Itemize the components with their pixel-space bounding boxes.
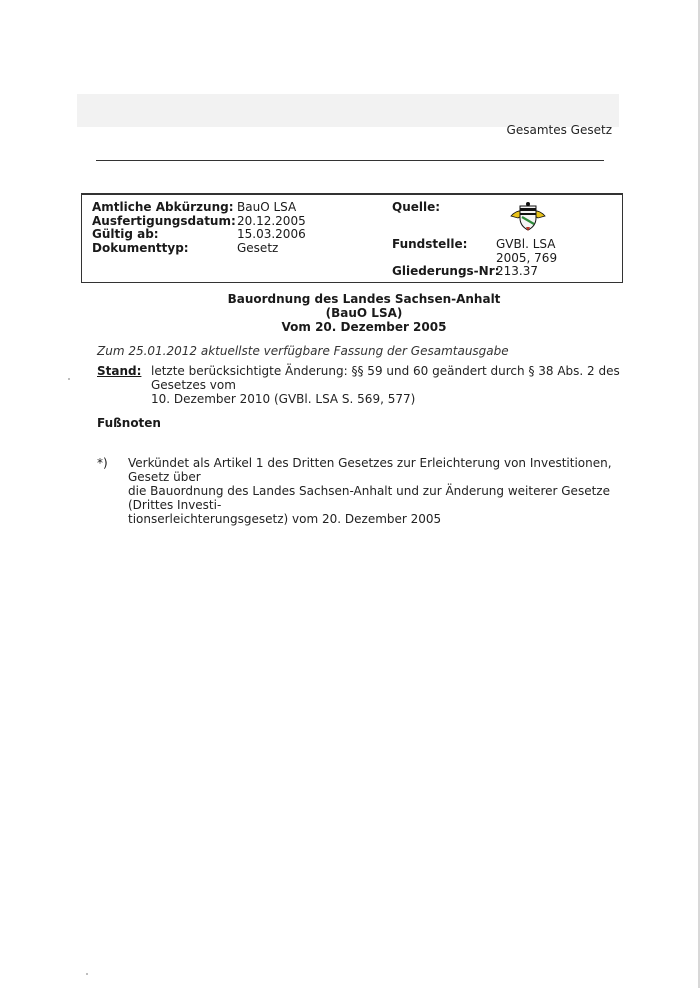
stand-text bbox=[151, 364, 631, 406]
scope-label: Gesamtes Gesetz bbox=[506, 123, 612, 137]
reference-label: Fundstelle: bbox=[392, 237, 468, 251]
title-line-1: Bauordnung des Landes Sachsen-Anhalt bbox=[227, 292, 501, 306]
stand-line-1: letzte berücksichtigte Änderung: §§ 59 und 60 geändert durch § 38 Abs. 2 des Gesetzes vom bbox=[151, 364, 620, 392]
abbreviation-value: BauO LSA bbox=[237, 200, 297, 214]
law-title bbox=[0, 292, 700, 334]
reference-value-line1: GVBl. LSA bbox=[496, 237, 556, 251]
footnote-line-3: tionserleichterungsgesetz) vom 20. Dezember 2005 bbox=[128, 512, 442, 526]
valid-from-value: 15.03.2006 bbox=[237, 227, 306, 241]
classification-label: Gliederungs-Nr: bbox=[392, 264, 500, 278]
header-divider bbox=[96, 160, 604, 161]
stand-line-2: 10. Dezember 2010 (GVBl. LSA S. 569, 577) bbox=[151, 392, 416, 406]
title-line-2: (BauO LSA) bbox=[325, 306, 403, 320]
footnote-line-1: Verkündet als Artikel 1 des Dritten Gesetzes zur Erleichterung von Investitionen, Gesetz über bbox=[128, 456, 612, 484]
reference-value-line2: 2005, 769 bbox=[496, 250, 558, 265]
version-note: Zum 25.01.2012 aktuellste verfügbare Fassung der Gesamtausgabe bbox=[97, 344, 509, 358]
footnotes-heading: Fußnoten bbox=[97, 416, 161, 430]
title-line-3: Vom 20. Dezember 2005 bbox=[281, 320, 447, 334]
footnote-marker: *) bbox=[97, 456, 108, 470]
issue-date-label: Ausfertigungsdatum: bbox=[92, 213, 236, 228]
scan-speck bbox=[86, 973, 88, 975]
footnote-text bbox=[128, 456, 620, 526]
footnote-line-2: die Bauordnung des Landes Sachsen-Anhalt und zur Änderung weiterer Gesetze (Drittes Investi- bbox=[128, 484, 610, 512]
issue-date-value: 20.12.2005 bbox=[237, 213, 306, 228]
source-label: Quelle: bbox=[392, 200, 441, 214]
coat-of-arms-icon bbox=[508, 200, 548, 234]
valid-from-label: Gültig ab: bbox=[92, 227, 159, 241]
abbreviation-label: Amtliche Abkürzung: bbox=[92, 200, 234, 214]
doc-type-value: Gesetz bbox=[237, 240, 279, 255]
classification-value: 213.37 bbox=[496, 264, 538, 278]
scan-speck bbox=[68, 378, 70, 380]
metadata-box bbox=[81, 193, 623, 283]
doc-type-label: Dokumenttyp: bbox=[92, 240, 189, 255]
stand-label: Stand: bbox=[97, 364, 142, 378]
